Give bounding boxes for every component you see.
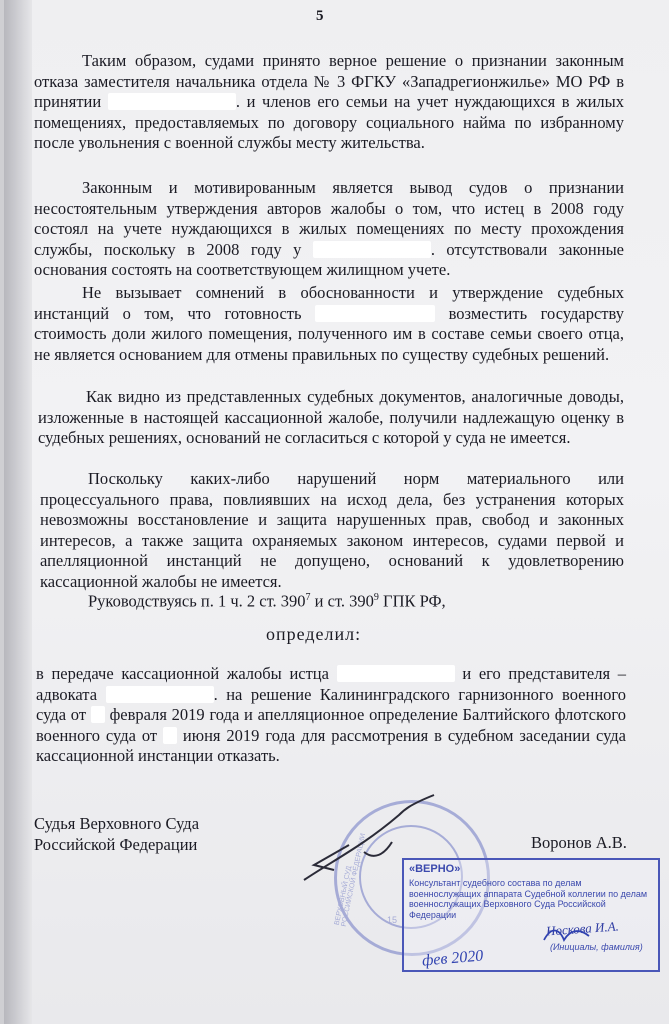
paragraph-3-text-b: возместить государству стоимость доли жилого помещения, полученного им в составе семьи своего отца, не является основанием для отмены правильных по существу судебных решений.	[34, 303, 624, 364]
paragraph-1-text-b: . и членов его семьи на учет нуждающихся в жилых помещениях, предоставляемых по договору социального найма по избранному после увольнения с военной службы месту жительства.	[34, 92, 624, 152]
paragraph-1-text-a: Таким образом, судами принято верное решение о признании законным отказа заместителя начальника отдела № 3 ФГКУ «Западрегионжилье» МО РФ в принятии	[34, 51, 624, 111]
paragraph-4-text: Как видно из представленных судебных документов, аналогичные доводы, изложенные в настоящей кассационной жалобе, получили надлежащую оценку в судебных решениях, оснований не согласиться с которой у суда не имеется.	[38, 387, 624, 447]
round-seal-number: 15	[387, 915, 398, 925]
paragraph-3-text-a: Не вызывает сомнений в обоснованности и утверждение судебных инстанций о том, что готовность	[34, 283, 624, 323]
paragraph-6-sup-2: 9	[373, 592, 379, 603]
paragraph-6-text-c: ГПК РФ,	[378, 591, 446, 611]
paragraph-6-sup-1: 7	[305, 592, 311, 603]
paragraph-5-text: Поскольку каких-либо нарушений норм материального или процессуального права, повлиявших на исход дела, без устранения которых невозможны восстановление и защита нарушенных прав, свобод и законных интересов, а также защита охраняемых законом интересов, судами первой и апелляционной инстанций не допущено, оснований к удовлетворению кассационной жалобы не имеется.	[40, 469, 624, 591]
decision-text-e: июня 2019 года для рассмотрения в судебном заседании суда кассационной инстанции отказать.	[36, 725, 627, 765]
page-number: 5	[316, 8, 324, 24]
handwritten-date: фев 2020	[421, 947, 484, 970]
paragraph-2-text-b: . отсутствовали законные основания состоять на соответствующем жилищном учете.	[34, 239, 625, 279]
decision-text-c: . на решение Калининградского гарнизонного военного суда от	[36, 684, 627, 724]
document-page	[4, 0, 669, 1024]
stamp-verno: «ВЕРНО»	[409, 863, 461, 875]
decision-heading: определил:	[266, 624, 362, 644]
round-seal-text: ВЕРХОВНЫЙ СУД РОССИЙСКОЙ ФЕДЕРАЦИИ	[333, 832, 368, 928]
decision-text-a: в передаче кассационной жалобы истца	[36, 664, 337, 683]
stamp-signature-name: Носкова И.А.	[545, 918, 620, 939]
paragraph-2-text-a: Законным и мотивированным является вывод судов о признании несостоятельным утверждения авторов жалобы о том, что истец в 2008 году состоял на учете нуждающихся в жилых помещениях по месту прохождения службы, поскольку в 2008 году у	[34, 178, 624, 259]
judge-title-line-2: Российской Федерации	[34, 835, 198, 854]
stamp-caption: (Инициалы, фамилия)	[550, 942, 643, 952]
paragraph-6-text-a: Руководствуясь п. 1 ч. 2 ст. 390	[88, 591, 306, 611]
paragraph-6-text-b: и ст. 390	[310, 591, 374, 611]
stamp-text: Консультант судебного состава по делам военнослужащих аппарата Судебной коллегии по делам военнослужащих Верховного Суда Российской Федерации	[409, 878, 648, 920]
decision-text-b: и его представителя – адвоката	[36, 664, 626, 704]
decision-text-d: февраля 2019 года и апелляционное определение Балтийского флотского военного суда от	[36, 705, 627, 745]
judge-title-line-1: Судья Верховного Суда	[34, 814, 200, 833]
stamp-signature-ink	[4, 0, 669, 1024]
judge-name: Воронов А.В.	[531, 833, 627, 852]
